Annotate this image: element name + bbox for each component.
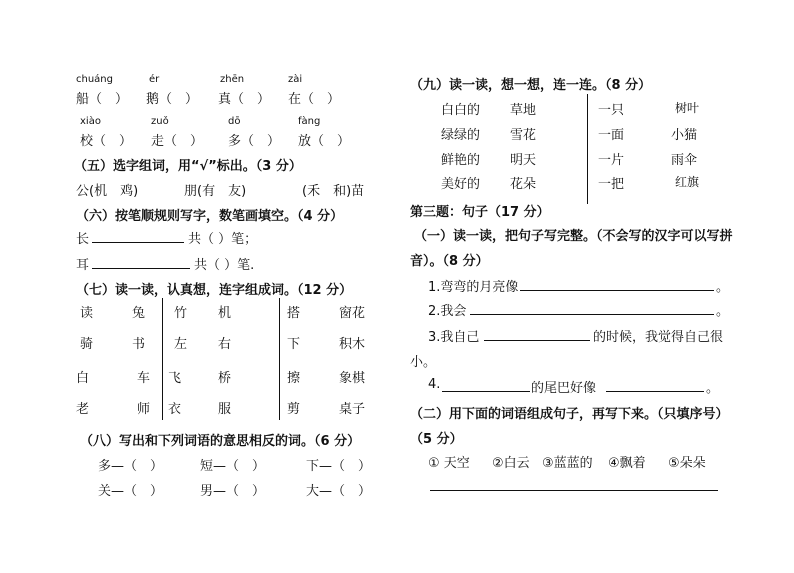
s2-score: （5 分） [410, 432, 463, 447]
s2-title: （二）用下面的词语组成句子，再写下来。（只填序号） [410, 407, 729, 422]
s2-word-4: ④飘着 [608, 456, 646, 471]
s1-period-2: 。 [716, 304, 730, 319]
sec8-r1-2: 下—（ ） [306, 459, 372, 474]
sec9-c4-1: 小猫 [671, 128, 698, 143]
s1-item-3-tail: 的时候，我觉得自己很 [593, 330, 724, 345]
s1-blank-3[interactable] [484, 340, 590, 341]
s1-item-2: 2.我会 [428, 304, 467, 319]
sec7-c1-2: 白 [76, 371, 90, 386]
sec9-c3-3: 一把 [598, 177, 625, 192]
sec9-c1-0: 白白的 [441, 103, 481, 118]
sec7-c3-1: 左 [174, 337, 188, 352]
sec6-title: （六）按笔顺规则写字，数笔画填空。（4 分） [76, 209, 344, 224]
char-chuan: 船（ ） [76, 92, 129, 107]
sec9-c3-1: 一面 [598, 128, 625, 143]
char-e: 鹅（ ） [146, 92, 199, 107]
sec6-stroke-count-1: 共（ ）笔； [188, 232, 258, 247]
sec7-c3-3: 衣 [168, 402, 182, 417]
sec7-c3-2: 飞 [168, 371, 182, 386]
pinyin-zhen: zhēn [220, 74, 245, 85]
sec7-c4-1: 右 [218, 337, 232, 352]
s1-title-line1: （一）读一读，把句子写完整。（不会写的汉字可以写拼 [414, 229, 733, 244]
sec9-c4-3: 红旗 [675, 175, 700, 189]
sec7-c6-3: 桌子 [339, 402, 366, 417]
sec8-r1-0: 多—（ ） [98, 459, 164, 474]
s1-period-4: 。 [706, 381, 720, 396]
sec7-c5-3: 剪 [287, 402, 301, 417]
s1-blank-1[interactable] [520, 290, 714, 291]
pinyin-chuang: chuáng [76, 74, 113, 85]
s1-blank-2[interactable] [470, 314, 714, 315]
sec7-c1-1: 骑 [80, 337, 94, 352]
sec6-char-er: 耳 [76, 258, 90, 273]
pinyin-fang: fàng [298, 116, 321, 127]
s2-word-5: ⑤朵朵 [668, 456, 706, 471]
sec7-c4-0: 机 [218, 306, 232, 321]
sec8-title: （八）写出和下列词语的意思相反的词。（6 分） [80, 434, 361, 449]
s1-period-1: 。 [716, 280, 730, 295]
s1-item-4: 4. [428, 377, 441, 392]
sec9-c3-2: 一片 [598, 153, 625, 168]
sec9-c4-0: 树叶 [675, 101, 700, 115]
sec5-item-1: 公(机 鸡) [76, 184, 139, 199]
sec6-stroke-count-2: 共（ ）笔. [194, 258, 255, 273]
sec7-c1-3: 老 [76, 402, 90, 417]
sec9-c1-2: 鲜艳的 [441, 153, 481, 168]
s1-item-1: 1.弯弯的月亮像 [428, 280, 519, 295]
sec5-item-3: (禾 和)苗 [302, 184, 365, 199]
sec7-divider-2 [279, 298, 280, 420]
sec7-c2-0: 兔 [132, 306, 146, 321]
sec7-c6-2: 象棋 [339, 371, 366, 386]
sec5-item-2: 朋(有 友) [184, 184, 247, 199]
s1-item-4-mid: 的尾巴好像 [531, 381, 597, 396]
s1-title-line2: 音）。（8 分） [410, 254, 489, 269]
sec7-divider-1 [162, 298, 163, 420]
sec7-c6-1: 积木 [339, 337, 366, 352]
sec8-r2-2: 大—（ ） [306, 484, 372, 499]
sec7-c4-3: 服 [218, 402, 232, 417]
sec9-title: （九）读一读，想一想，连一连。（8 分） [410, 78, 652, 93]
sec8-r2-0: 关—（ ） [98, 484, 164, 499]
s1-item-3-line2: 小。 [410, 355, 437, 370]
sec9-c3-0: 一只 [598, 103, 625, 118]
sec7-c5-0: 搭 [287, 306, 301, 321]
char-zhen: 真（ ） [218, 92, 271, 107]
sec8-r2-1: 男—（ ） [200, 484, 266, 499]
sec7-title: （七）读一读，认真想，连字组成词。（12 分） [76, 283, 353, 298]
sec9-c4-2: 雨伞 [671, 153, 698, 168]
sec7-c3-0: 竹 [174, 306, 188, 321]
sec9-c2-0: 草地 [510, 103, 537, 118]
sec7-c1-0: 读 [80, 306, 94, 321]
sec9-c1-1: 绿绿的 [441, 128, 481, 143]
sec7-c5-1: 下 [287, 337, 301, 352]
char-duo: 多（ ） [228, 134, 281, 149]
char-fang: 放（ ） [298, 134, 351, 149]
sec7-c4-2: 桥 [218, 371, 232, 386]
sec9-c1-3: 美好的 [441, 177, 481, 192]
sec7-c2-2: 车 [137, 371, 151, 386]
part3-title: 第三题：句子（17 分） [410, 205, 550, 220]
pinyin-er: ér [149, 74, 160, 85]
sec6-blank-1[interactable] [92, 242, 184, 243]
sec5-title: （五）选字组词，用“√”标出。（3 分） [74, 159, 302, 174]
s1-blank-4a[interactable] [442, 391, 530, 392]
s2-answer-line[interactable] [430, 490, 718, 491]
sec7-c2-3: 师 [137, 402, 151, 417]
sec7-c5-2: 擦 [287, 371, 301, 386]
pinyin-zuo: zuǒ [151, 116, 169, 127]
s1-blank-4b[interactable] [606, 391, 704, 392]
sec9-divider [587, 94, 588, 204]
pinyin-xiao: xiào [80, 116, 101, 127]
sec7-c6-0: 窗花 [339, 306, 366, 321]
sec9-c2-3: 花朵 [510, 177, 537, 192]
s2-word-3: ③蓝蓝的 [542, 456, 593, 471]
pinyin-do: dō [228, 116, 241, 127]
char-xiao: 校（ ） [80, 134, 133, 149]
sec9-c2-1: 雪花 [510, 128, 537, 143]
sec6-char-chang: 长 [76, 232, 90, 247]
char-zou: 走（ ） [151, 134, 204, 149]
char-zai: 在（ ） [288, 92, 341, 107]
sec9-c2-2: 明天 [510, 153, 537, 168]
sec7-c2-1: 书 [132, 337, 146, 352]
sec8-r1-1: 短—（ ） [200, 459, 266, 474]
s1-item-3: 3.我自己 [428, 330, 480, 345]
pinyin-zai: zài [288, 74, 303, 85]
sec6-blank-2[interactable] [92, 268, 190, 269]
s2-word-1: ① 天空 [428, 456, 470, 471]
s2-word-2: ②白云 [492, 456, 530, 471]
